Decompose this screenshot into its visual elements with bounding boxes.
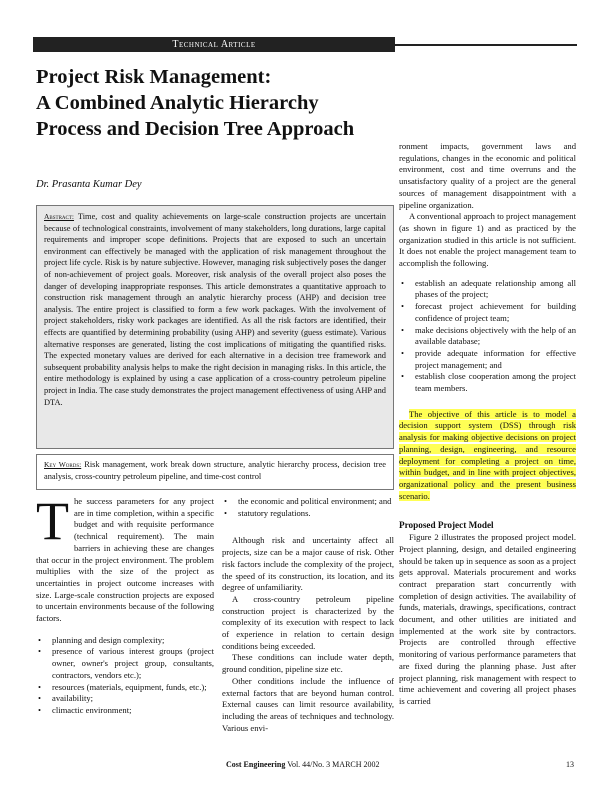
paragraph: These conditions can include water depth, ground condition, pipeline size etc. <box>222 652 394 675</box>
paragraph: Other conditions include the influence of external factors that are beyond human control. External causes can limit resource availability, including the areas of techniques and technology. Various envi- <box>222 675 394 733</box>
list-item: • establish an adequate relationship among all phases of the project; <box>399 278 576 301</box>
title-line: Process and Decision Tree Approach <box>36 118 355 140</box>
keywords-text: Risk management, work break down structure, analytic hierarchy process, decision tree analysis, cross-country petroleum pipeline, and time-cost control <box>44 460 387 481</box>
highlighted-text: The objective of this article is to model a decision support system (DSS) through risk analysis for making objective decisions on project planning, design, engineering, and resource deployment for completing a project on time, within budget, and in line with project objectives, organizational policy and the present business scenario. <box>399 408 576 501</box>
drop-cap: T <box>36 491 69 551</box>
column-1 <box>36 491 214 717</box>
abstract-box <box>36 205 394 449</box>
list-item: • availability; <box>36 693 214 705</box>
header-rule <box>395 44 577 46</box>
list-item: • planning and design complexity; <box>36 635 214 647</box>
list-item: • the economic and political environment; and <box>222 496 394 508</box>
issue-info: Vol. 44/No. 3 MARCH 2002 <box>287 760 380 769</box>
list-item: • provide adequate information for effective project management; and <box>399 348 576 371</box>
paragraph: A conventional approach to project management (as shown in figure 1) and as practiced by the organization studied in this article is not sufficient. It does not enable the project management team to accomplish the following. <box>399 211 576 269</box>
abstract-text: Time, cost and quality achievements on large-scale construction projects are uncertain because of technological constraints, involvement of many stakeholders, long durations, large capital requirements and improper scope definitions. Projects that are exposed to such an uncertain environment can effectively be managed with the application of risk management throughout the project life cycle. Risk is by nature subjective. However, managing risk subjectively poses the danger of non-achievement of project goals. Moreover, risk analysis of the overall project also poses the danger of developing inappropriate responses. This article demonstrates a quantitative approach to construction risk management through an analytic hierarchy process (AHP) and decision tree analysis. The entire project is classified to form a few work packages. With the involvement of project stakeholders, risky work packages are identified. As all the risk factors are identified, their effects are quantified by determining probability (using AHP) and severity (guess estimate). Various alternative responses are generated, listing the cost implications of mitigating the quantified risks. The expected monetary values are derived for each alternative in a decision tree framework and subsequent probability analysis helps to make the right decision in managing risks. In this article, the entire methodology is explained by using a case application of a cross-country petroleum pipeline project in India. The case study demonstrates the project management effectiveness of using AHP and DTA. <box>44 212 386 407</box>
keywords-box <box>36 454 394 490</box>
objective-paragraph <box>399 409 576 503</box>
journal-name: Cost Engineering <box>226 760 286 769</box>
footer-citation <box>226 760 380 769</box>
author: Dr. Prasanta Kumar Dey <box>36 179 142 190</box>
list-item: • statutory regulations. <box>222 508 394 520</box>
list-item: • presence of various interest groups (project owner, owner's project group, consultants, contractors, vendors etc.); <box>36 646 214 681</box>
list-item: • establish close cooperation among the project team members. <box>399 371 576 394</box>
list-item: • resources (materials, equipment, funds, etc.); <box>36 682 214 694</box>
paragraph: A cross-country petroleum pipeline construction project is characterized by the complexity of its execution with respect to lack of experience in relation to certain design conditions being exceeded. <box>222 593 394 651</box>
column-2 <box>222 496 394 734</box>
article-title <box>36 64 396 142</box>
title-line: A Combined Analytic Hierarchy <box>36 92 319 114</box>
keywords-label: Key Words: <box>44 460 82 469</box>
section-heading: Proposed Project Model <box>399 520 494 531</box>
paragraph: Although risk and uncertainty affect all projects, size can be a major cause of risk. Other risk factors include the complexity of the project, the speed of its construction, its location, and its degree of unfamiliarity. <box>222 535 394 593</box>
section-banner: Technical Article <box>33 37 395 52</box>
column-3 <box>399 141 576 708</box>
factor-list <box>36 635 214 717</box>
title-line: Project Risk Management: <box>36 66 272 88</box>
paragraph: ronment impacts, government laws and regulations, changes in the economic and political environment, cost and time overruns and the unsatisfactory quality of a project are the general sources of management disappointment with a pipeline organization. <box>399 141 576 210</box>
intro-text: he success parameters for any project are in time completion, within a specific budget and with requisite performance (technical requirement). The main barriers in achieving these are changes that occur in the project environment. The problem multiplies with the size of the project as uncertainties in project outcome increases with size. Large-scale construction projects are exposed to uncertain environments because of the following factors. <box>36 496 214 624</box>
factor-list-cont <box>222 496 394 519</box>
abstract-label: Abstract: <box>44 212 75 221</box>
list-item: • make decisions objectively with the help of an available database; <box>399 325 576 348</box>
page-number: 13 <box>566 760 574 769</box>
requirements-list <box>399 278 576 395</box>
list-item: • climactic environment; <box>36 705 214 717</box>
intro-paragraph <box>36 491 214 625</box>
paragraph: Figure 2 illustrates the proposed project model. Project planning, design, and detailed engineering should be taken up in sequence as soon as a project gets approval. Materials procurement and works contract preparation start concurrently with completion of design activities. The availability of funds, materials, drawings, specifications, contract document, and other utilities are initiated and implemented at the work site by contractors. Projects are controlled through effective monitoring of various performance parameters that are fixed during the planning phase. Just after project planning, risk management with respect to time achievement and covering all project phases is carried <box>399 532 576 706</box>
list-item: • forecast project achievement for building confidence of project team; <box>399 301 576 324</box>
